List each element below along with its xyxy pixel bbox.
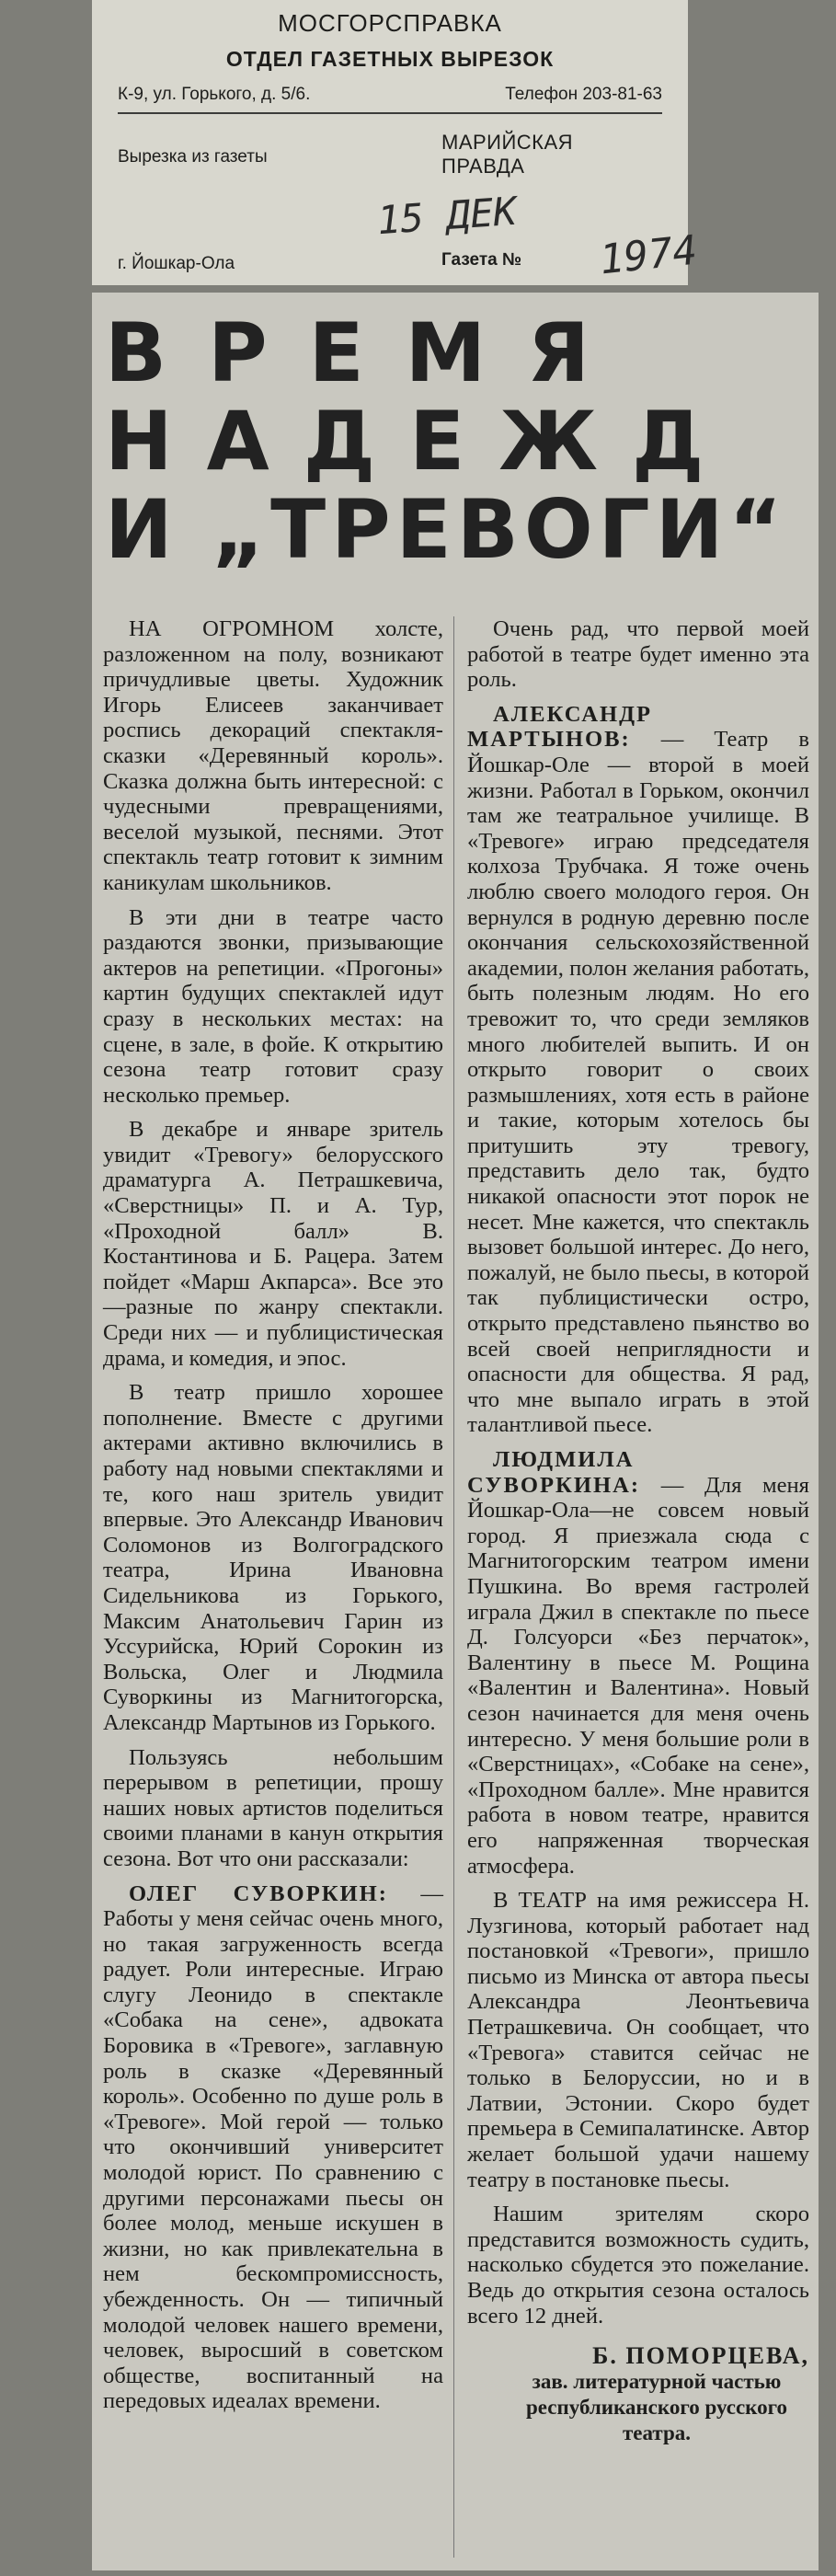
paragraph: В ТЕАТР на имя режиссера Н. Лузгинова, который работает над постановкой «Тревоги», пришло письмо из Минска от автора пьесы Александра Леонтьевича Петрашкевича. Он сообщает, что «Тревога» ставится сейчас не только в Белоруссии, но и в Латвии, Эстонии. Скоро будет премьера в Семипалатинске. Автор желает большой удачи нашему театру в постановке пьесы. [467,1888,809,2192]
paragraph: В декабре и январе зритель увидит «Тревогу» белорусского драматурга А. Петрашкевича, «Сверстницы» П. и А. Тур, «Проходной балл» В. Костантинова и Б. Рацера. Затем пойдет «Марш Акпарса». Все это—разные по жанру спектакли. Среди них — и публицистическая драма, и комедия, и эпос. [103,1117,443,1371]
headline-line-1: ВРЕМЯ [105,305,632,400]
interview-suvorkina [467,1447,809,1879]
stamp-divider [118,112,662,114]
stamp-department: ОТДЕЛ ГАЗЕТНЫХ ВЫРЕЗОК [225,47,555,71]
stamp-newspaper-name [441,131,573,178]
paragraph: Пользуясь небольшим перерывом в репетиции, прошу наших новых артистов поделиться своими планами в канун открытия сезона. Вот что они рассказали: [103,1744,443,1871]
interview-martynov [467,702,809,1438]
column-divider [453,616,454,2558]
stamp-organization: МОСГОРСПРАВКА [278,9,502,37]
paragraph: Нашим зрителям скоро представится возможность судить, насколько сбудется это пожелание. Ведь до открытия сезона осталось всего 12 дней. [467,2202,809,2329]
speaker-name: АЛЕКСАНДР МАРТЫНОВ: [467,701,653,753]
paragraph: Очень рад, что первой моей работой в театре будет именно эта роль. [467,616,809,693]
article-right-column [467,616,809,2446]
stamp-newspaper-line2: ПРАВДА [441,155,525,178]
author-role: зав. литературной частью республиканского русского театра. [526,2369,787,2444]
paragraph: НА ОГРОМНОМ холсте, разложенном на полу, возникают причудливые цветы. Художник Игорь Елисеев заканчивает роспись декораций спектакля-сказки «Деревянный король». Сказка должна быть интересной: с чудесными превращениями, веселой музыкой, песнями. Этот спектакль театр готовит к зимним каникулам школьников. [103,616,443,895]
speaker-text: — Работы у меня сейчас очень много, но такая загруженность всегда радует. Роли интересные. Играю слугу Леонидо в спектакле «Собака на сене», адвоката Боровика в «Тревоге», заглавную роль в сказке «Деревянный король». Особенно по душе роль в «Тревоге». Мой герой — только что окончивший университет молодой юрист. По сравнению с другими персонажами пьесы он более молод, меньше искушен в жизни, но как привлекательна в нем бескомпромиссность, убежденность. Он — типичный молодой человек нашего времени, человек, выросший в советском обществе, воспитанный на передовых идеалах времени. [103,1880,443,2414]
paragraph: В эти дни в театре часто раздаются звонки, призывающие актеров на репетиции. «Прогоны» картин будущих спектаклей идут сразу в нескольких местах: на сцене, в зале, в фойе. К открытию сезона театр готовит сразу несколько премьер. [103,904,443,1108]
stamp-phone: Телефон 203-81-63 [505,85,662,104]
headline-line-2: НАДЕЖД [105,394,739,489]
stamp-gazette-label: Газета № [441,250,522,270]
paragraph: В театр пришло хорошее пополнение. Вместе с другими актерами активно включились в работу над новыми спектаклями и те, кого наш зритель увидит впервые. Это Александр Иванович Соломонов из Волгоградского театра, Ирина Ивановна Сидельникова из Горького, Максим Анатольевич Гарин из Уссурийска, Юрий Сорокин из Вольска, Олег и Людмила Суворкины из Магнитогорска, Александр Мартынов из Горького. [103,1380,443,1735]
stamp-newspaper-line1: МАРИЙСКАЯ [441,131,574,154]
stamp-handwritten-year: 1974 [597,226,700,284]
newspaper-clipping [92,293,819,2570]
speaker-text: — Театр в Йошкар-Оле — второй в моей жизни. Работал в Горьком, окончил там же театральное училище. В «Тревоге» играю председателя колхоза Трубчака. Я тоже очень люблю своего молодого героя. Он вернулся в родную деревню после окончания сельскохозяйственной академии, полон желания работать, быть полезным людям. Но его тревожит то, что среди земляков много любителей выпить. И он открыто говорит о своих размышлениях, хотя есть в районе и такие, которым хотелось бы притушить эту тревогу, представить дело так, будто никакой опасности этот порок не несет. Мне кажется, что спектакль вызовет большой интерес. До него, пожалуй, не было пьесы, в которой так публицистически остро, открыто представлено пьянство во всей своей неприглядности и опасности для общества. Я рад, что мне выпало играть в этой талантливой пьесе. [467,727,809,1438]
article-headline [105,305,813,577]
stamp-handwritten-date: 15 ДЕК [375,188,519,244]
interview-suvorkin [103,1881,443,2414]
article-left-column [103,616,443,2414]
author-name: Б. ПОМОРЦЕВА, [592,2342,809,2370]
stamp-city: г. Йошкар-Ола [118,254,235,273]
stamp-clipping-label: Вырезка из газеты [118,147,268,167]
headline-line-3: И „ТРЕВОГИ“ [105,482,788,577]
archive-stamp [92,0,700,285]
speaker-name: ЛЮДМИЛА СУВОРКИНА: [467,1447,641,1498]
speaker-name: ОЛЕГ СУВОРКИН: [129,1880,388,1906]
stamp-contact-row [118,83,662,107]
speaker-text: — Для меня Йошкар-Ола—не совсем новый город. Я приезжала сюда с Магнитогорским театром имени Пушкина. Во время гастролей играла Джил в спектакле по пьесе Д. Голсуорси «Без перчаток», Валентину в пьесе М. Рощина «Валентин и Валентина». Новый сезон начинается для меня очень интересно. У меня большие роли в «Сверстницах», «Собаке на сене», «Проходном балле». Мне нравится работа в новом театре, нравится его напряженная творческая атмосфера. [467,1472,809,1879]
author-signature [467,2343,809,2446]
stamp-address: К-9, ул. Горького, д. 5/6. [118,85,311,104]
